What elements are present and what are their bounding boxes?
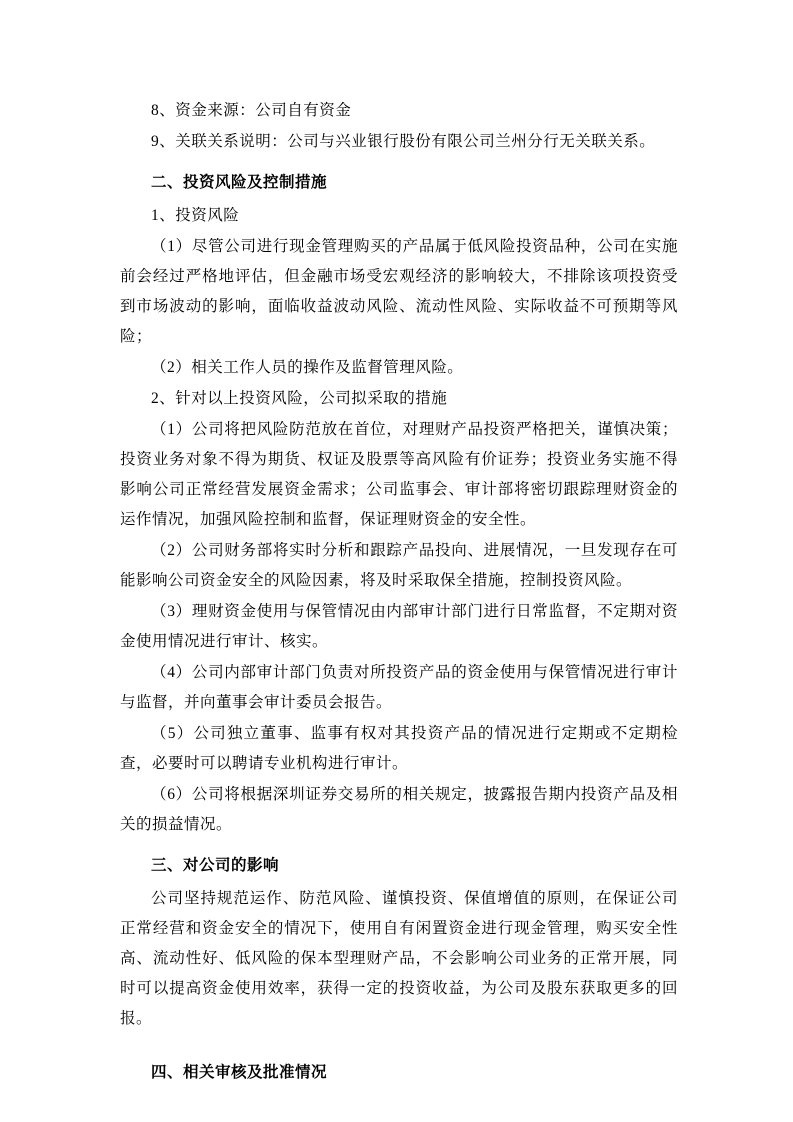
paragraph-risk-item-1: （1）尽管公司进行现金管理购买的产品属于低风险投资品种，公司在实施前会经过严格地评估，但金融市场受宏观经济的影响较大，不排除该项投资受到市场波动的影响，面临收益波动风险、流动性风险、实际收益不可预期等风险；: [120, 238, 678, 345]
paragraph-measures-subtitle: 2、针对以上投资风险，公司拟采取的措施: [151, 390, 448, 407]
section-heading-company-impact: 三、对公司的影响: [151, 857, 280, 874]
paragraph-risk-item-2: （2）相关工作人员的操作及监督管理风险。: [151, 359, 464, 376]
paragraph-measure-4: （4）公司内部审计部门负责对所投资产品的资金使用与保管情况进行审计与监督，并向董事会审计委员会报告。: [120, 664, 678, 711]
document-content: [120, 96, 678, 1091]
section-heading-investment-risk: 二、投资风险及控制措施: [151, 174, 328, 191]
paragraph-measure-3: （3）理财资金使用与保管情况由内部审计部门进行日常监督，不定期对资金使用情况进行审计、核实。: [120, 603, 678, 650]
paragraph-funding-source: 8、资金来源：公司自有资金: [151, 102, 352, 119]
paragraph-risk-subtitle: 1、投资风险: [151, 207, 240, 224]
paragraph-measure-2: （2）公司财务部将实时分析和跟踪产品投向、进展情况，一旦发现存在可能影响公司资金安全的风险因素，将及时采取保全措施，控制投资风险。: [120, 542, 678, 589]
paragraph-measure-5: （5）公司独立董事、监事有权对其投资产品的情况进行定期或不定期检查，必要时可以聘请专业机构进行审计。: [120, 725, 678, 772]
paragraph-company-impact: 公司坚持规范运作、防范风险、谨慎投资、保值增值的原则，在保证公司正常经营和资金安全的情况下，使用自有闲置资金进行现金管理，购买安全性高、流动性好、低风险的保本型理财产品，不会影响公司业务的正常开展，同时可以提高资金使用效率，获得一定的投资收益，为公司及股东获取更多的回报。: [120, 890, 678, 1027]
section-heading-approval: 四、相关审核及批准情况: [151, 1064, 328, 1081]
paragraph-measure-6: （6）公司将根据深圳证券交易所的相关规定，披露报告期内投资产品及相关的损益情况。: [120, 786, 678, 833]
paragraph-measure-1: （1）公司将把风险防范放在首位，对理财产品投资严格把关，谨慎决策；投资业务对象不得为期货、权证及股票等高风险有价证券；投资业务实施不得影响公司正常经营发展资金需求；公司监事会、审计部将密切跟踪理财资金的运作情况，加强风险控制和监督，保证理财资金的安全性。: [120, 421, 678, 528]
paragraph-related-party: 9、关联关系说明：公司与兴业银行股份有限公司兰州分行无关联关系。: [151, 133, 656, 150]
